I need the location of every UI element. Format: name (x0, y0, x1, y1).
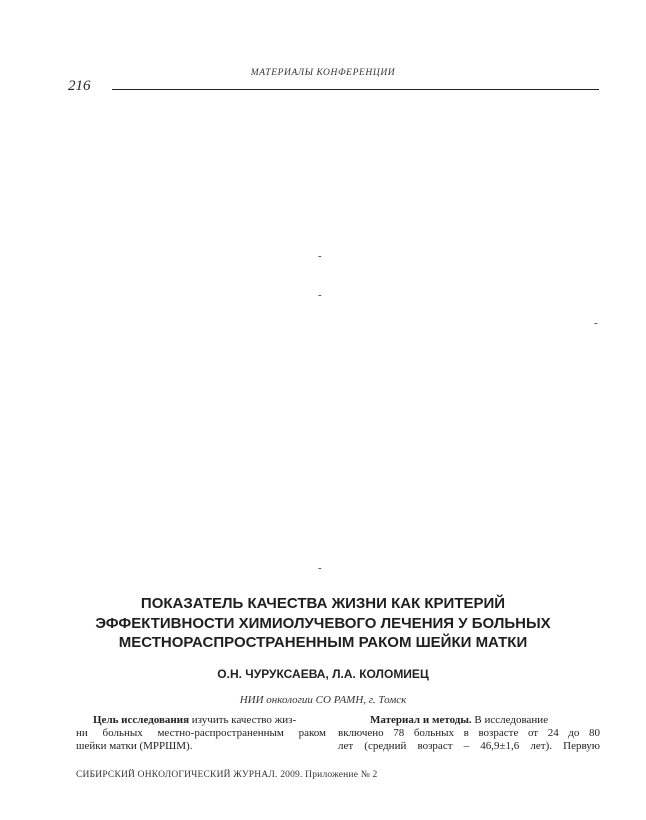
journal-footer: СИБИРСКИЙ ОНКОЛОГИЧЕСКИЙ ЖУРНАЛ. 2009. Приложение № 2 (76, 770, 378, 780)
paragraph-line: ни больных местно-распространенным раком (76, 727, 326, 739)
text-run: изучить качество жиз- (189, 714, 297, 726)
paragraph-line (338, 714, 600, 727)
paragraph-line (76, 714, 326, 727)
page-number: 216 (68, 78, 91, 94)
section-lead: Цель исследования (93, 714, 190, 726)
paragraph-line: лет (средний возраст – 46,9±1,6 лет). Первую (338, 740, 600, 752)
stray-mark: - (318, 250, 322, 262)
paragraph-line: включено 78 больных в возрасте от 24 до 80 (338, 727, 600, 739)
section-lead: Материал и методы. (370, 714, 472, 726)
stray-mark: - (318, 289, 322, 301)
right-column (338, 714, 600, 753)
header-rule (112, 89, 599, 90)
affiliation: НИИ онкологии СО РАМН, г. Томск (239, 694, 407, 706)
paragraph-line: шейки матки (МРРШМ). (76, 740, 193, 752)
authors: О.Н. ЧУРУКСАЕВА, Л.А. КОЛОМИЕЦ (217, 667, 429, 681)
stray-mark: - (594, 317, 598, 329)
title-line: ПОКАЗАТЕЛЬ КАЧЕСТВА ЖИЗНИ КАК КРИТЕРИЙ (140, 595, 506, 612)
title-line: МЕСТНОРАСПРОСТРАНЕННЫМ РАКОМ ШЕЙКИ МАТКИ (118, 634, 528, 651)
title-line: ЭФФЕКТИВНОСТИ ХИМИОЛУЧЕВОГО ЛЕЧЕНИЯ У БОЛЬНЫХ (95, 614, 551, 632)
article-title (60, 594, 586, 653)
running-head: МАТЕРИАЛЫ КОНФЕРЕНЦИИ (250, 68, 396, 78)
left-column (76, 714, 326, 753)
text-run: В исследование (471, 714, 549, 726)
stray-mark: - (318, 562, 322, 574)
